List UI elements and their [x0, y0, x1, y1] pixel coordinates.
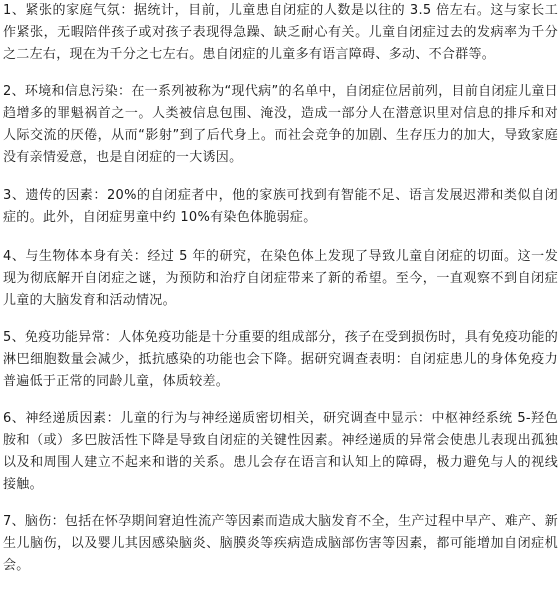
- paragraph-neurotransmitter-factors: 6、神经递质因素：儿童的行为与神经递质密切相关，研究调查中显示：中枢神经系统 5-羟色胺和（或）多巴胺活性下降是导致自闭症的关键性因素。神经递质的异常会使患儿表现出孤独以及和周围人建立不起来和谐的关系。患儿会存在语言和认知上的障碍，极力避免与人的视线接触。: [3, 411, 558, 492]
- paragraph-genetic-factors: 3、遗传的因素：20%的自闭症者中，他的家族可找到有智能不足、语言发展迟滞和类似自闭症的。此外，自闭症男童中约 10%有染色体脆弱症。: [3, 188, 558, 225]
- paragraph-brain-injury: 7、脑伤：包括在怀孕期间窘迫性流产等因素而造成大脑发育不全，生产过程中早产、难产、新生儿脑伤，以及婴儿其因感染脑炎、脑膜炎等疾病造成脑部伤害等因素，都可能增加自闭症机会。: [3, 514, 558, 573]
- paragraph-environment-pollution: 2、环境和信息污染：在一系列被称为“现代病”的名单中，自闭症位居前列，目前自闭症儿童日趋增多的罪魁祸首之一。人类被信息包围、淹没，造成一部分人在潜意识里对信息的排斥和对人际交流的厌倦，从而“影射”到了后代身上。而社会竞争的加剧、生存压力的加大，导致家庭没有亲情爱意，也是自闭症的一大诱因。: [3, 84, 558, 165]
- paragraph-immune-dysfunction: 5、免疫功能异常：人体免疫功能是十分重要的组成部分，孩子在受到损伤时，具有免疫功能的淋巴细胞数量会减少，抵抗感染的功能也会下降。据研究调查表明：自闭症患儿的身体免疫力普遍低于正常的同龄儿童，体质较差。: [3, 330, 558, 389]
- paragraph-family-atmosphere: 1、紧张的家庭气氛：据统计，目前，儿童患自闭症的人数是以往的 3.5 倍左右。这与家长工作紧张，无暇陪伴孩子或对孩子表现得急躁、缺乏耐心有关。儿童自闭症过去的发病率为千分之二左右，现在为千分之七左右。患自闭症的儿童多有语言障碍、多动、不合群等。: [3, 3, 558, 62]
- paragraph-biological-factors: 4、与生物体本身有关：经过 5 年的研究，在染色体上发现了导致儿童自闭症的切面。这一发现为彻底解开自闭症之谜，为预防和治疗自闭症带来了新的希望。至今，一直观察不到自闭症儿童的大脑发育和活动情况。: [3, 249, 558, 308]
